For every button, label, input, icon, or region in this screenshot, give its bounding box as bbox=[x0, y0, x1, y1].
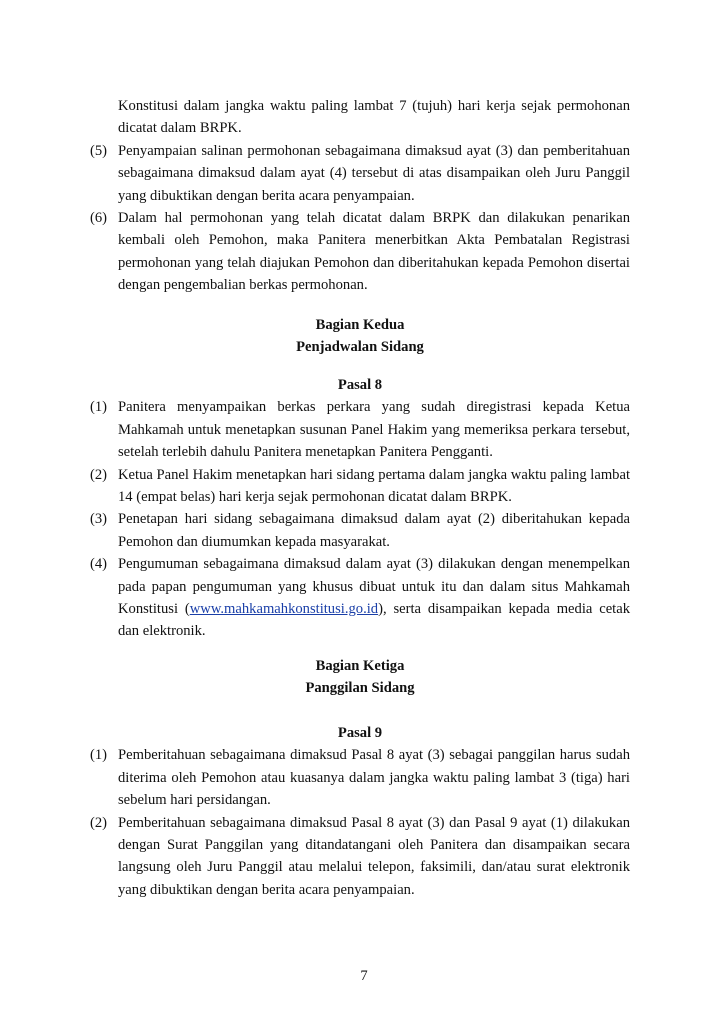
website-link[interactable]: www.mahkamahkonstitusi.go.id bbox=[189, 601, 379, 618]
list-item bbox=[90, 812, 630, 902]
item-text-after: ), serta disampaikan kepada media cetak dan elektronik. bbox=[118, 601, 630, 640]
item-text: Penetapan hari sidang sebagaimana dimaksud dalam ayat (2) diberitahukan kepada Pemohon dan diumumkan kepada masyarakat. bbox=[118, 511, 630, 550]
section-part-heading: Bagian Ketiga bbox=[315, 658, 405, 674]
item-number: (6) bbox=[90, 210, 108, 227]
item-number: (2) bbox=[90, 814, 108, 831]
list-item bbox=[90, 744, 630, 811]
item-text: Panitera menyampaikan berkas perkara yang sudah diregistrasi kepada Ketua Mahkamah untuk menetapkan susunan Panel Hakim yang memeriksa perkara tersebut, setelah terlebih dahulu Panitera menetapkan Panitera Pengganti. bbox=[118, 399, 630, 461]
item-number: (1) bbox=[90, 399, 108, 416]
page-number: 7 bbox=[360, 968, 368, 984]
section-penjadwalan bbox=[90, 314, 630, 359]
item-text bbox=[118, 553, 630, 643]
pasal-heading: Pasal 9 bbox=[337, 725, 383, 741]
item-number: (1) bbox=[90, 747, 108, 764]
list-item bbox=[90, 396, 630, 463]
item-number: (5) bbox=[90, 142, 108, 159]
pasal-heading: Pasal 8 bbox=[337, 377, 383, 393]
section-title-heading: Penjadwalan Sidang bbox=[296, 339, 424, 356]
pasal-8 bbox=[90, 374, 630, 643]
item-number: (3) bbox=[90, 511, 108, 528]
item-number: (4) bbox=[90, 556, 108, 573]
list-item bbox=[90, 553, 630, 643]
item-text-before: Pengumuman sebagaimana dimaksud dalam ayat (3) dilakukan dengan menempelkan pada papan pengumuman yang khusus dibuat untuk itu dan dalam situs Mahkamah Konstitusi ( bbox=[118, 556, 630, 618]
item-text: Ketua Panel Hakim menetapkan hari sidang pertama dalam jangka waktu paling lambat 14 (empat belas) hari kerja sejak permohonan dicatat dalam BRPK. bbox=[118, 466, 630, 506]
list-item bbox=[90, 508, 630, 553]
intro-block bbox=[90, 95, 630, 297]
list-item bbox=[90, 140, 630, 207]
section-part-heading: Bagian Kedua bbox=[315, 317, 405, 333]
list-item bbox=[90, 207, 630, 297]
pasal-9 bbox=[90, 722, 630, 901]
item-text: Dalam hal permohonan yang telah dicatat dalam BRPK dan dilakukan penarikan kembali oleh Pemohon, maka Panitera menerbitkan Akta Pembatalan Registrasi permohonan yang telah diajukan Pemohon dan diberitahukan kepada Pemohon disertai dengan pengembalian berkas permohonan. bbox=[118, 210, 630, 294]
item-number: (2) bbox=[90, 466, 108, 483]
list-item bbox=[90, 464, 630, 509]
item-text: Pemberitahuan sebagaimana dimaksud Pasal 8 ayat (3) dan Pasal 9 ayat (1) dilakukan dengan Surat Panggilan yang ditandatangani oleh Panitera dan disampaikan secara langsung oleh Juru Panggil atau melalui telepon, faksimili, dan/atau surat elektronik yang dibuktikan dengan berita acara penyampaian. bbox=[118, 814, 630, 898]
section-panggilan bbox=[90, 655, 630, 700]
section-title-heading: Panggilan Sidang bbox=[305, 680, 415, 697]
item-text: Pemberitahuan sebagaimana dimaksud Pasal 8 ayat (3) sebagai panggilan harus sudah diterima oleh Pemohon atau kuasanya dalam jangka waktu paling lambat 3 (tiga) hari sebelum hari persidangan. bbox=[118, 747, 630, 809]
intro-paragraph: Konstitusi dalam jangka waktu paling lambat 7 (tujuh) hari kerja sejak permohonan dicatat dalam BRPK. bbox=[118, 98, 630, 137]
item-text: Penyampaian salinan permohonan sebagaimana dimaksud ayat (3) dan pemberitahuan sebagaimana dimaksud dalam ayat (4) tersebut di atas disampaikan oleh Juru Panggil yang dibuktikan dengan berita acara penyampaian. bbox=[118, 142, 630, 204]
